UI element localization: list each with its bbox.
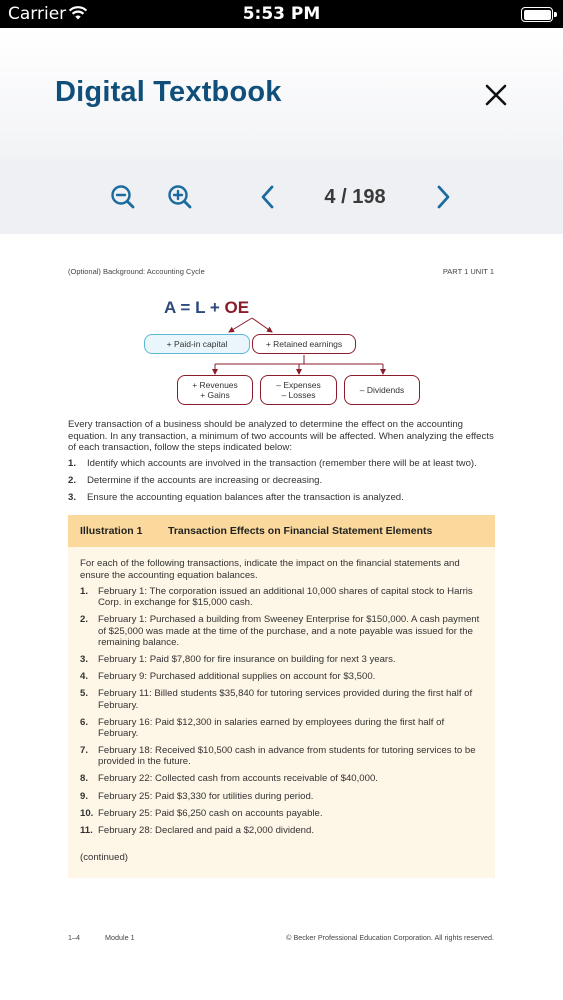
intro-paragraph: Every transaction of a business should be analyzed to determine the effect on the accounting equation. In any transaction, a minimum of two accounts will be affected. When analyzing the effects of each transaction, follow the steps indicated below: <box>68 419 494 453</box>
reader-toolbar <box>0 160 563 234</box>
list-item: 1. Identify which accounts are involved in the transaction (remember there will be at least two). <box>68 458 477 469</box>
app-title: Digital Textbook <box>55 76 282 108</box>
dividends-box: – Dividends <box>344 375 420 405</box>
list-item: 8. February 22: Collected cash from accounts receivable of $40,000. <box>80 773 378 785</box>
illustration-label: Illustration 1 <box>80 525 143 537</box>
list-item: 4. February 9: Purchased additional supplies on account for $3,500. <box>80 671 376 683</box>
chevron-right-icon[interactable] <box>428 182 458 212</box>
running-head-right: PART 1 UNIT 1 <box>442 267 494 276</box>
textbook-page <box>0 234 563 1000</box>
status-bar <box>0 0 563 28</box>
clock: 5:53 PM <box>242 4 321 24</box>
retained-earnings-box: + Retained earnings <box>252 334 356 354</box>
battery-icon <box>521 7 553 22</box>
accounting-equation <box>164 298 249 318</box>
chevron-left-icon[interactable] <box>254 182 284 212</box>
continued-note: (continued) <box>80 852 128 863</box>
illustration-intro: For each of the following transactions, indicate the impact on the financial statements and ensure the accounting equation balances. <box>80 558 460 581</box>
page-number: 1–4 <box>68 933 80 942</box>
list-item: 3. February 1: Paid $7,800 for fire insurance on building for next 3 years. <box>80 654 396 666</box>
zoom-out-icon[interactable] <box>108 182 138 212</box>
revenues-label: + Revenues <box>192 380 238 390</box>
equation-assets: A <box>164 298 176 317</box>
analysis-steps <box>68 458 498 509</box>
losses-label: – Losses <box>281 390 316 400</box>
equation-owners-equity: OE <box>224 298 250 317</box>
list-item: 1. February 1: The corporation issued an additional 10,000 shares of capital stock to Harris Corp. in exchange for $15,000 cash. <box>80 586 473 609</box>
list-item: 7. February 18: Received $10,500 cash in advance from students for tutoring services to be provided in the future. <box>80 745 476 768</box>
page-indicator: 4 / 198 <box>324 186 386 208</box>
list-item: 10. February 25: Paid $6,250 cash on accounts payable. <box>80 807 323 819</box>
list-item: 11. February 28: Declared and paid a $2,000 dividend. <box>80 824 315 836</box>
illustration-title: Transaction Effects on Financial Statement Elements <box>168 525 433 537</box>
paid-in-capital-box: + Paid-in capital <box>144 334 250 354</box>
expenses-losses-box <box>260 375 337 405</box>
transaction-list <box>80 586 485 842</box>
list-item: 3. Ensure the accounting equation balances after the transaction is analyzed. <box>68 492 404 503</box>
list-item: 2. Determine if the accounts are increasing or decreasing. <box>68 475 323 486</box>
illustration-header <box>68 515 495 547</box>
revenues-gains-box <box>177 375 253 405</box>
list-item: 6. February 16: Paid $12,300 in salaries earned by employees during the first half of February. <box>80 716 445 739</box>
list-item: 9. February 25: Paid $3,330 for utilities during period. <box>80 790 314 802</box>
expenses-label: – Expenses <box>276 380 321 390</box>
carrier-label: Carrier <box>8 4 67 24</box>
running-head-left: (Optional) Background: Accounting Cycle <box>68 267 205 276</box>
equation-plus: + <box>209 298 220 317</box>
gains-label: + Gains <box>200 390 230 400</box>
equation-liabilities: L <box>195 298 206 317</box>
equation-equals: = <box>180 298 191 317</box>
app-header <box>0 28 563 160</box>
close-icon[interactable] <box>481 80 511 110</box>
zoom-in-icon[interactable] <box>165 182 195 212</box>
module-label: Module 1 <box>105 933 135 942</box>
list-item: 5. February 11: Billed students $35,840 for tutoring services provided during the first half of February. <box>80 688 473 711</box>
illustration-box <box>68 515 495 878</box>
list-item: 2. February 1: Purchased a building from Sweeney Enterprise for $150,000. A cash payment of $25,000 was made at the time of the purchase, and a note payable was issued for the remaining balance. <box>80 614 480 648</box>
copyright-notice: © Becker Professional Education Corporation. All rights reserved. <box>286 933 494 942</box>
